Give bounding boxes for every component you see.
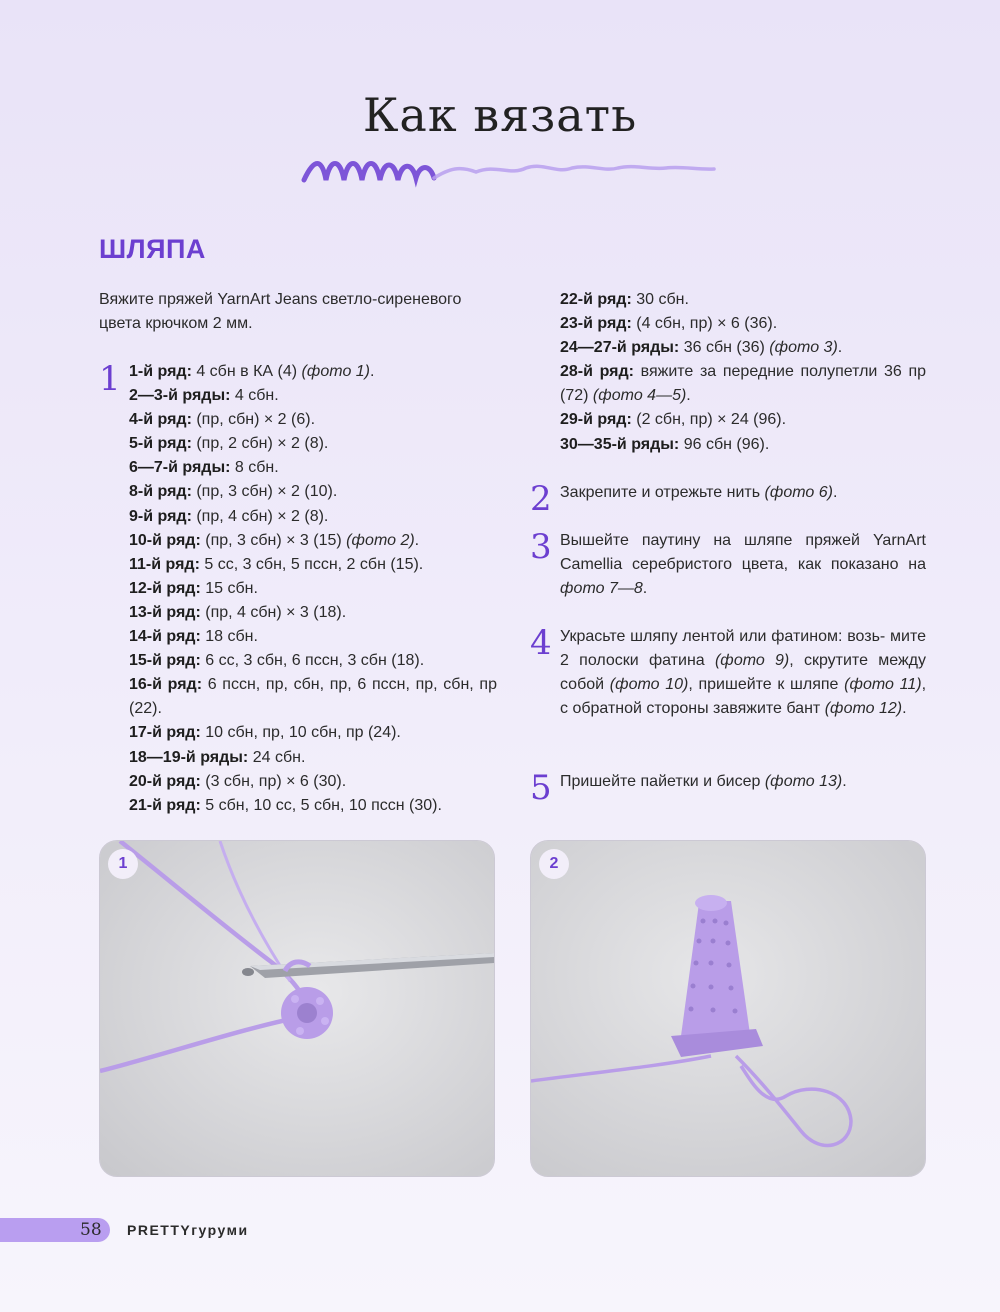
row-label: 22-й ряд: [560, 291, 632, 308]
row-label: 24—27-й ряды: [560, 339, 680, 357]
photo-reference: (фото 2) [346, 531, 415, 549]
row-text: (пр, 3 сбн) × 2 (10). [191, 483, 338, 501]
page-number: 58 [80, 1220, 102, 1240]
intro-text: Вяжите пряжей YarnArt Jeans светло-сиреневого цвета крючком 2 мм. [99, 291, 462, 332]
row-text: . [686, 387, 691, 405]
row-instruction [129, 770, 497, 794]
row-instruction [129, 601, 497, 625]
row-instruction [129, 673, 497, 721]
photo-2-badge: 2 [539, 849, 569, 879]
row-label: 4-й ряд: [129, 411, 192, 429]
photo-reference: (фото 10) [609, 676, 689, 694]
row-text: 36 сбн (36) [679, 339, 770, 357]
row-text: 30 сбн. [631, 291, 689, 308]
row-label: 9-й ряд: [129, 507, 192, 525]
row-instruction [560, 433, 926, 457]
row-label: 17-й ряд: [129, 724, 201, 742]
row-text: 5 сбн, 10 сс, 5 сбн, 10 пссн (30). [200, 796, 442, 814]
row-instruction [129, 432, 497, 456]
step-text: , скрутите между собой [560, 652, 926, 694]
row-instruction [560, 336, 926, 360]
row-label: 20-й ряд: [129, 772, 201, 790]
step-text: Вышейте паутину на шляпе пряжей YarnArt Camellia серебристого цвета, как показано на [560, 532, 926, 574]
row-instruction [129, 505, 497, 529]
row-label: 30—35-й ряды: [560, 435, 680, 453]
magazine-name: PRETTYгуруми [127, 1222, 249, 1238]
step-text: Закрепите и отрежьте нить [560, 484, 765, 501]
step-text: . [642, 580, 648, 598]
step-5-number: 5 [530, 768, 552, 808]
row-instruction [129, 384, 497, 408]
row-label: 6—7-й ряды: [129, 459, 231, 477]
row-instruction [129, 746, 497, 770]
step-1-rows-right [560, 288, 926, 457]
row-label: 12-й ряд: [129, 579, 201, 597]
row-label: 14-й ряд: [129, 628, 201, 646]
row-text: . [837, 339, 843, 357]
step-text: . [833, 484, 838, 501]
row-text: 6 сс, 3 сбн, 6 пссн, 3 сбн (18). [200, 652, 425, 670]
step-text: , с обратной стороны завяжите бант [560, 676, 927, 718]
step-text: Украсьте шляпу лентой или фатином: возь- мите 2 полоски фатина [560, 628, 926, 670]
row-text: 24 сбн. [248, 748, 306, 766]
row-text: 96 сбн (96). [679, 435, 770, 453]
step-text: . [902, 700, 907, 718]
row-text: (пр, 2 сбн) × 2 (8). [191, 435, 329, 453]
row-instruction [129, 577, 497, 601]
row-text: . [414, 531, 420, 549]
photo-reference: (фото 6) [764, 484, 833, 501]
photo-reference: (фото 13) [764, 773, 843, 790]
step-1-rows-left [129, 360, 497, 818]
photo-1-badge: 1 [108, 849, 138, 879]
photo-reference: (фото 1) [301, 363, 371, 380]
step-text: Пришейте пайетки и бисер [560, 773, 765, 790]
page-title: Как вязать [362, 88, 638, 142]
row-text: вяжите за передние полупетли 36 пр (72) [560, 363, 926, 405]
row-text: . [370, 363, 375, 380]
row-label: 28-й ряд: [560, 363, 634, 381]
step-5-text [560, 770, 926, 794]
row-instruction [129, 721, 497, 745]
step-1-number: 1 [99, 359, 121, 399]
photo-reference: (фото 11) [844, 676, 922, 694]
row-label: 29-й ряд: [560, 411, 632, 429]
row-label: 11-й ряд: [129, 555, 200, 573]
row-text: 5 сс, 3 сбн, 5 пссн, 2 сбн (15). [199, 555, 424, 573]
row-text: 4 сбн в КА (4) [191, 363, 302, 380]
row-text: (2 сбн, пр) × 24 (96). [631, 411, 787, 429]
row-instruction [129, 529, 497, 553]
row-text: 4 сбн. [230, 387, 279, 405]
row-label: 15-й ряд: [129, 652, 201, 670]
row-instruction [129, 553, 497, 577]
row-instruction [129, 456, 497, 480]
row-instruction [129, 625, 497, 649]
row-instruction [560, 360, 926, 408]
row-instruction [129, 649, 497, 673]
row-text: (пр, 4 сбн) × 3 (18). [200, 603, 347, 621]
decorative-squiggle [300, 150, 720, 190]
row-text: (3 сбн, пр) × 6 (30). [200, 772, 347, 790]
step-3-number: 3 [530, 527, 552, 567]
row-instruction [560, 312, 926, 336]
row-label: 23-й ряд: [560, 315, 632, 333]
row-text: (4 сбн, пр) × 6 (36). [631, 315, 778, 333]
row-label: 18—19-й ряды: [129, 748, 249, 766]
step-4-text [560, 625, 926, 721]
photo-reference: фото 7—8 [560, 580, 643, 598]
step-2-text [560, 481, 926, 505]
row-label: 13-й ряд: [129, 603, 201, 621]
step-3-text [560, 529, 926, 601]
photo-2 [530, 840, 926, 1177]
row-instruction [129, 794, 497, 818]
row-text: 18 сбн. [200, 628, 258, 646]
row-label: 10-й ряд: [129, 531, 201, 549]
row-instruction [129, 480, 497, 504]
row-label: 21-й ряд: [129, 796, 201, 814]
row-text: (пр, 3 сбн) × 3 (15) [200, 531, 347, 549]
step-text: . [842, 773, 847, 790]
row-label: 8-й ряд: [129, 483, 192, 501]
section-title: ШЛЯПА [99, 234, 206, 264]
row-instruction [560, 288, 926, 312]
row-text: (пр, сбн) × 2 (6). [191, 411, 316, 429]
row-label: 16-й ряд: [129, 676, 203, 694]
photo-reference: (фото 9) [714, 652, 790, 670]
photo-1-image [100, 841, 494, 1176]
row-text: 6 пссн, пр, сбн, пр, 6 пссн, пр, сбн, пр (22). [129, 676, 497, 718]
photo-1 [99, 840, 495, 1177]
row-instruction [560, 408, 926, 432]
row-label: 2—3-й ряды: [129, 387, 231, 405]
row-instruction [129, 408, 497, 432]
row-label: 5-й ряд: [129, 435, 192, 453]
row-text: 10 сбн, пр, 10 сбн, пр (24). [200, 724, 401, 742]
row-text: (пр, 4 сбн) × 2 (8). [191, 507, 329, 525]
row-text: 8 сбн. [230, 459, 279, 477]
row-instruction [129, 360, 497, 384]
step-4-number: 4 [530, 623, 552, 663]
photo-reference: (фото 12) [824, 700, 903, 718]
step-text: , пришейте к шляпе [688, 676, 845, 694]
row-label: 1-й ряд: [129, 363, 192, 380]
step-2-number: 2 [530, 479, 552, 519]
photo-2-image [531, 841, 925, 1176]
photo-reference: (фото 4—5) [592, 387, 687, 405]
photo-reference: (фото 3) [769, 339, 838, 357]
row-text: 15 сбн. [200, 579, 258, 597]
